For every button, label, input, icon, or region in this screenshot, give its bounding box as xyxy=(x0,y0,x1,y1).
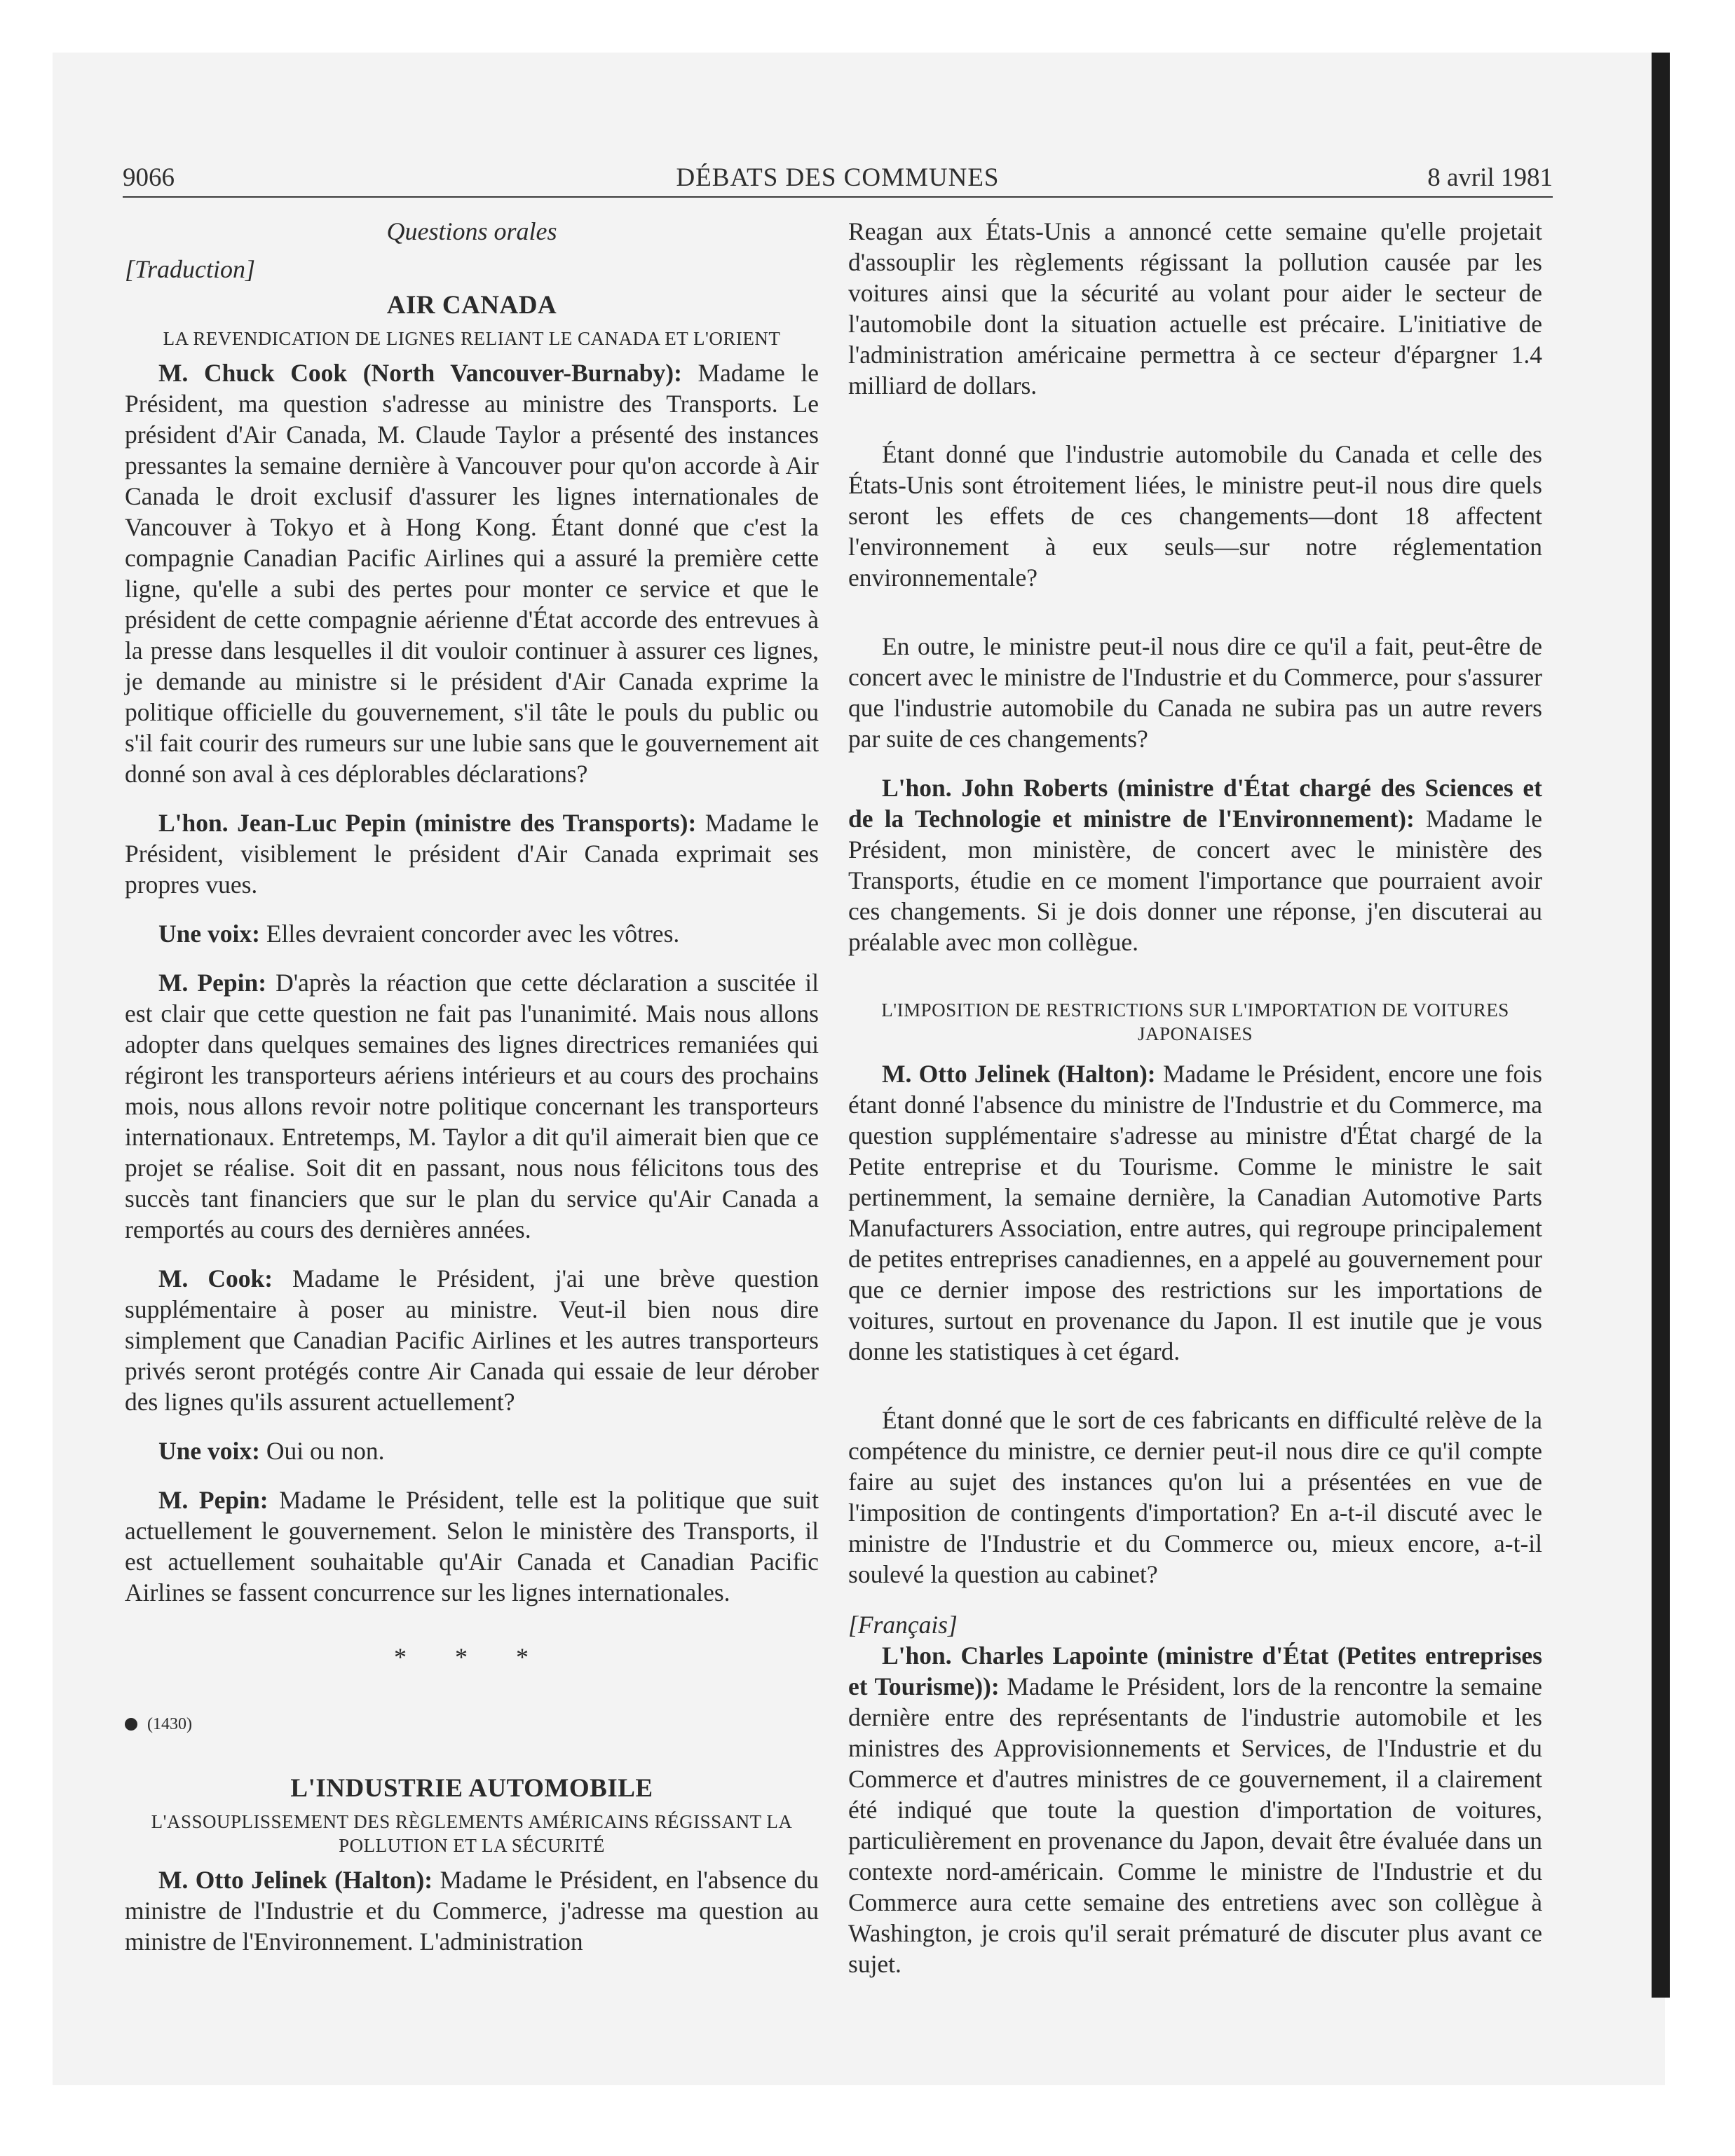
paragraph-text: Madame le Président, ma question s'adresse au ministre des Transports. Le président d'Air Canada, M. Claude Taylor a présenté des instances pressantes la semaine dernière à Vancouver pour qu'on accorde à Air Canada le droit exclusif d'assurer les lignes internationales de Vancouver à Tokyo et à Hong Kong. Étant donné que c'est la compagnie Canadian Pacific Airlines qui a assuré la première cette ligne, qu'elle a subi des pertes pour monter ce service et que le président de cette compagnie aérienne d'État accorde des entrevues à la presse dans lesquelles il dit vouloir continuer à assurer ces lignes, je demande au ministre si le président d'Air Canada exprime la politique officielle du gouvernement, s'il tâte le pouls du public ou s'il fait courir des rumeurs sur une lubie sans que le gouvernement ait donné son aval à ces déplorables déclarations? xyxy=(125,359,819,788)
publication-title: DÉBATS DES COMMUNES xyxy=(676,163,1000,192)
paragraph-text: D'après la réaction que cette déclaration a suscitée il est clair que cette question ne fait pas l'unanimité. Mais nous allons adopter dans quelques semaines des lignes directrices remaniées qui régiront les transporteurs aériens intérieurs et au cours des prochains mois, nous allons revoir notre politique concernant les transporteurs internationaux. Entretemps, M. Taylor a dit qu'il aimerait bien que ce projet se réalise. Soit dit en passant, nous nous félicitons tous des succès tant financiers que sur le plan du service qu'Air Canada a remportés au cours des dernières années. xyxy=(125,969,819,1243)
language-label: [Français] xyxy=(848,1611,958,1639)
paragraph xyxy=(125,1864,819,1957)
topic-heading: L'INDUSTRIE AUTOMOBILE xyxy=(290,1774,653,1803)
left-column xyxy=(125,216,819,1957)
paragraph: En outre, le ministre peut-il nous dire ce qu'il a fait, peut-être de concert avec le ministre de l'Industrie et du Commerce, pour s'assurer que l'industrie automobile du Canada ne subira pas un autre revers par suite de ces changements? xyxy=(848,632,1542,753)
speaker: M. Pepin: xyxy=(158,1486,268,1514)
speaker: Une voix: xyxy=(158,920,260,948)
paragraph xyxy=(125,807,819,900)
speaker: L'hon. Jean-Luc Pepin (ministre des Transports): xyxy=(158,809,697,837)
paragraph xyxy=(125,1485,819,1608)
paragraph xyxy=(848,772,1542,957)
paragraph: Étant donné que l'industrie automobile du Canada et celle des États-Unis sont étroitement liées, le ministre peut-il nous dire quels seront les effets de ces changements—dont 18 affectent l'environnement à eux seuls—sur notre réglementation environnementale? xyxy=(848,440,1542,592)
section-separator: * * * xyxy=(394,1643,550,1671)
subtopic-heading: L'IMPOSITION DE RESTRICTIONS SUR L'IMPORTATION DE VOITURES JAPONAISES xyxy=(881,999,1509,1044)
paragraph-text: Madame le Président, visiblement le président d'Air Canada exprimait ses propres vues. xyxy=(125,809,819,899)
paragraph-text: Elles devraient concorder avec les vôtres. xyxy=(259,920,680,948)
page-date: 8 avril 1981 xyxy=(1427,163,1553,192)
paragraph-text: Madame le Président, j'ai une brève question supplémentaire à poser au ministre. Veut-il bien nous dire simplement que Canadian Pacific Airlines et les autres transporteurs privés seront protégés contre Air Canada qui essaie de leur dérober des lignes qu'ils assurent actuellement? xyxy=(125,1264,819,1416)
subtopic-heading: LA REVENDICATION DE LIGNES RELIANT LE CANADA ET L'ORIENT xyxy=(163,328,781,349)
paragraph-text: Madame le Président, en l'absence du ministre de l'Industrie et du Commerce, j'adresse ma question au ministre de l'Environnement. L'administration xyxy=(125,1866,819,1956)
paragraph xyxy=(125,1435,819,1466)
speaker: M. Cook: xyxy=(158,1264,273,1292)
section-label: Questions orales xyxy=(386,217,557,245)
paragraph xyxy=(848,1058,1542,1367)
translation-label: [Traduction] xyxy=(125,255,256,283)
paragraph: Reagan aux États-Unis a annoncé cette semaine qu'elle projetait d'assouplir les règlements régissant la pollution causée par les voitures ainsi que la sécurité au volant pour aider le secteur de l'automobile dont la situation actuelle est précaire. L'initiative de l'administration américaine permettra à ce secteur d'épargner 1.4 milliard de dollars. xyxy=(848,217,1542,400)
paragraph-text: Madame le Président, encore une fois étant donné l'absence du ministre de l'Industrie et du Commerce, ma question supplémentaire s'adresse au ministre d'État chargé de la Petite entreprise et du Tourisme. Comme le ministre le sait pertinemment, la semaine dernière, la Canadian Automotive Parts Manufacturers Association, entre autres, qui regroupe principalement de petites entreprises canadiennes, en a appelé au gouvernement pour que ce dernier impose des restrictions sur les importations de voitures, surtout en provenance du Japon. Il est inutile que je vous donne les statistiques à cet égard. xyxy=(848,1060,1542,1365)
paragraph-text: Oui ou non. xyxy=(259,1437,385,1465)
speaker: L'hon. John Roberts (ministre d'État chargé des Sciences et de la Technologie et ministre de l'Environnement): xyxy=(848,774,1542,833)
bullet-icon xyxy=(125,1718,137,1731)
paragraph xyxy=(848,1640,1542,1979)
time-marker xyxy=(125,1709,819,1740)
page-header xyxy=(123,163,1553,198)
paragraph-text: Madame le Président, telle est la politique que suit actuellement le gouvernement. Selon le ministère des Transports, il est actuellement souhaitable qu'Air Canada et Canadian Pacific Airlines se fassent concurrence sur les lignes internationales. xyxy=(125,1486,819,1606)
topic-heading: AIR CANADA xyxy=(386,291,557,320)
binding-edge xyxy=(1652,53,1670,1998)
paragraph xyxy=(125,967,819,1245)
right-column xyxy=(848,216,1542,1979)
paragraph-text: Madame le Président, lors de la rencontre la semaine dernière entre des représentants de l'industrie automobile et les ministres des Approvisionnements et Services, de l'Industrie et du Commerce et d'autres ministres de ce gouvernement, il a clairement été indiqué que toute la question d'importation de voitures, particulièrement en provenance du Japon, devait être évaluée dans un contexte nord-américain. Comme le ministre de l'Industrie et du Commerce aura cette semaine des entretiens avec son collègue à Washington, je crois qu'il serait prématuré de discuter plus avant ce sujet. xyxy=(848,1672,1542,1978)
speaker: Une voix: xyxy=(158,1437,260,1465)
speaker: M. Otto Jelinek (Halton): xyxy=(882,1060,1156,1088)
paragraph xyxy=(125,918,819,949)
paragraph: Étant donné que le sort de ces fabricants en difficulté relève de la compétence du ministre, ce dernier peut-il nous dire ce qu'il compte faire au sujet des instances qu'on lui a présentées en vue de l'imposition de contingents d'importation? En a-t-il discuté avec le ministre de l'Industrie et du Commerce ou, mieux encore, a-t-il soulevé la question au cabinet? xyxy=(848,1406,1542,1588)
page-number: 9066 xyxy=(123,163,175,192)
paragraph xyxy=(125,357,819,789)
speaker: L'hon. Charles Lapointe (ministre d'État (Petites entreprises et Tourisme)): xyxy=(848,1642,1542,1700)
subtopic-heading: L'ASSOUPLISSEMENT DES RÈGLEMENTS AMÉRICAINS RÉGISSANT LA POLLUTION ET LA SÉCURITÉ xyxy=(151,1811,793,1856)
paragraph xyxy=(125,1263,819,1417)
speaker: M. Chuck Cook (North Vancouver-Burnaby): xyxy=(158,359,682,387)
speaker: M. Otto Jelinek (Halton): xyxy=(158,1866,433,1894)
paragraph-text: Madame le Président, mon ministère, de concert avec le ministère des Transports, étudie en ce moment l'importance que pourraient avoir ces changements. Si je dois donner une réponse, j'en discuterai au préalable avec mon collègue. xyxy=(848,805,1542,956)
time-marker-text: (1430) xyxy=(147,1715,192,1733)
speaker: M. Pepin: xyxy=(158,969,267,997)
